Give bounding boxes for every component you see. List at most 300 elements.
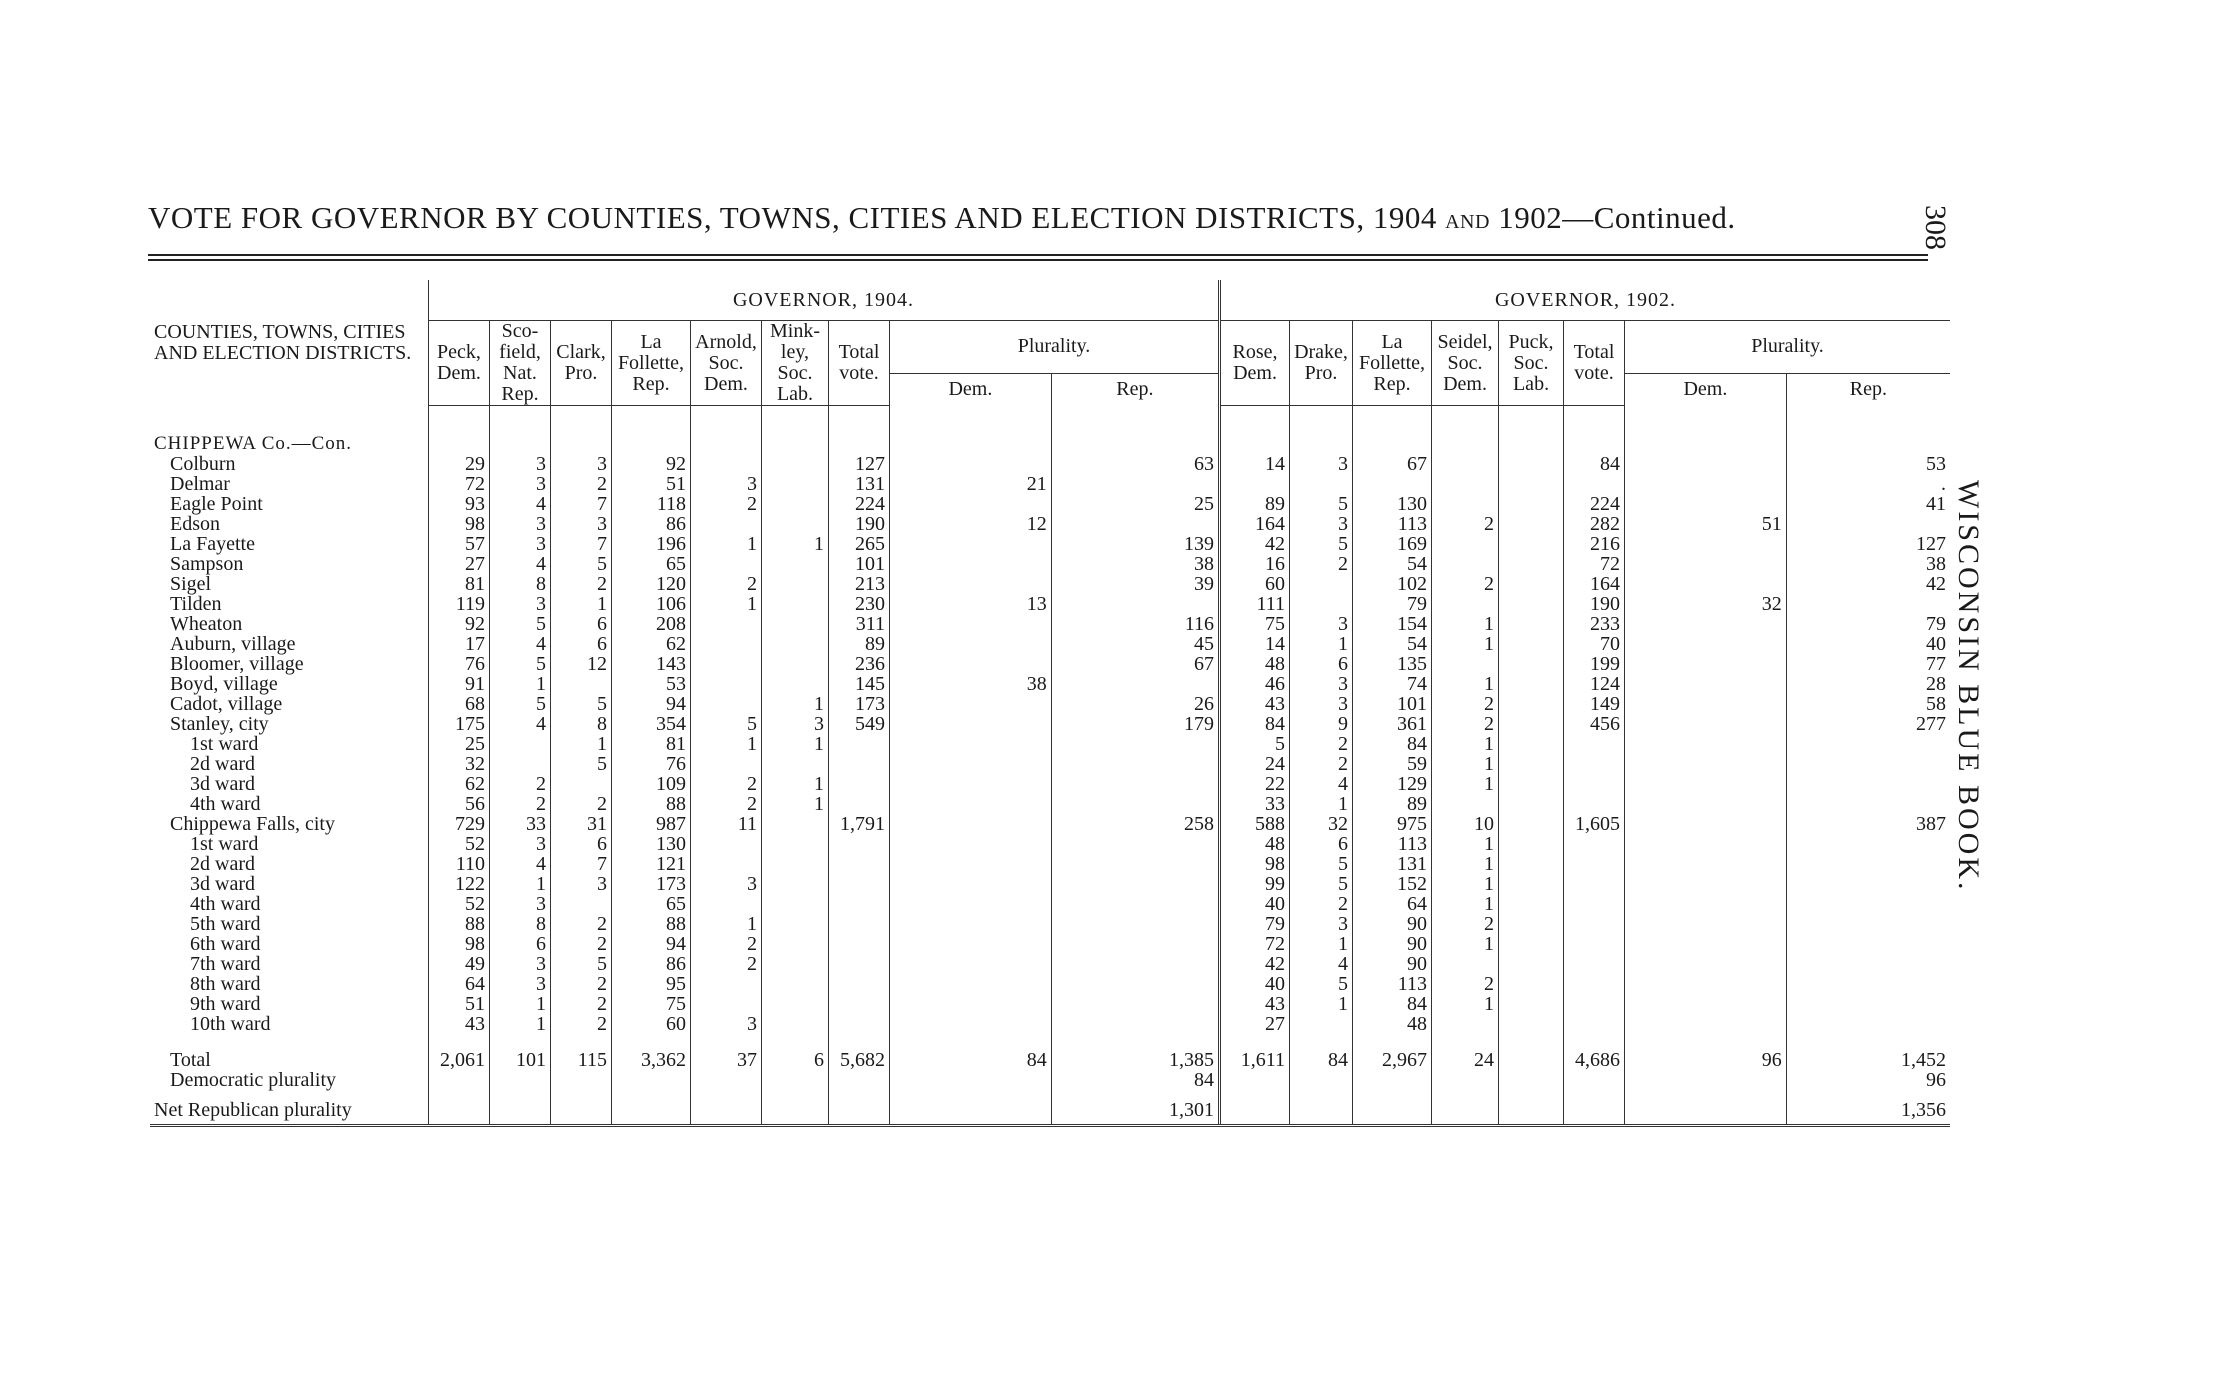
vote-cell: 40 <box>1220 974 1290 994</box>
page-title <box>148 200 1938 236</box>
vote-cell <box>1625 634 1787 654</box>
vote-cell <box>1786 854 1950 874</box>
vote-cell: 42 <box>1786 574 1950 594</box>
vote-cell <box>691 1070 762 1090</box>
vote-cell: 1 <box>1432 834 1499 854</box>
vote-cell <box>1564 914 1625 934</box>
vote-cell <box>1786 834 1950 854</box>
vote-cell: 1 <box>551 734 612 754</box>
col-scofield: Sco-field, Nat. Rep. <box>490 321 551 406</box>
vote-cell: 6 <box>551 834 612 854</box>
vote-cell: 5 <box>1290 494 1353 514</box>
vote-cell <box>890 714 1052 734</box>
vote-cell <box>1564 994 1625 1014</box>
vote-cell: 12 <box>551 654 612 674</box>
vote-cell: 190 <box>829 514 890 534</box>
vote-cell <box>1499 734 1564 754</box>
vote-cell: 2 <box>1290 894 1353 914</box>
vote-cell <box>829 774 890 794</box>
col-peck: Peck, Dem. <box>429 321 490 406</box>
vote-cell <box>691 514 762 534</box>
vote-cell <box>890 614 1052 634</box>
vote-cell: 96 <box>1625 1034 1787 1070</box>
vote-cell <box>1786 954 1950 974</box>
vote-cell: 3 <box>490 454 551 474</box>
vote-cell: 42 <box>1220 534 1290 554</box>
vote-cell <box>1786 1014 1950 1034</box>
vote-cell <box>1564 774 1625 794</box>
vote-cell: 130 <box>1353 494 1432 514</box>
vote-cell: 6 <box>762 1034 829 1070</box>
table-row <box>150 754 1950 774</box>
vote-cell: 6 <box>490 934 551 954</box>
vote-cell: 1 <box>691 534 762 554</box>
vote-cell: 1 <box>1432 894 1499 914</box>
vote-cell <box>1625 534 1787 554</box>
vote-cell <box>1625 854 1787 874</box>
vote-cell <box>1051 854 1219 874</box>
district-name: Auburn, village <box>170 632 296 655</box>
vote-cell: 5,682 <box>829 1034 890 1070</box>
vote-cell: 38 <box>890 674 1052 694</box>
vote-cell <box>1353 1070 1432 1090</box>
vote-cell <box>890 494 1052 514</box>
vote-cell <box>1051 874 1219 894</box>
district-name: Delmar <box>170 472 230 495</box>
vote-cell <box>1564 974 1625 994</box>
vote-cell <box>1499 834 1564 854</box>
vote-cell: 2 <box>1432 694 1499 714</box>
vote-cell <box>829 974 890 994</box>
vote-cell <box>1051 474 1219 494</box>
col-lafollette-1902: La Follette, Rep. <box>1353 321 1432 406</box>
table-row <box>150 794 1950 814</box>
vote-cell <box>1499 594 1564 614</box>
col-dem-1902: Dem. <box>1625 373 1787 406</box>
vote-cell <box>691 694 762 714</box>
vote-cell: 57 <box>429 534 490 554</box>
vote-cell <box>1051 514 1219 534</box>
vote-cell: 51 <box>429 994 490 1014</box>
table-row <box>150 594 1950 614</box>
vote-cell: 3 <box>551 454 612 474</box>
vote-cell: 3 <box>691 474 762 494</box>
vote-cell: 130 <box>612 834 691 854</box>
vote-cell <box>551 1070 612 1090</box>
vote-cell: 121 <box>612 854 691 874</box>
vote-cell: 975 <box>1353 814 1432 834</box>
vote-cell: 143 <box>612 654 691 674</box>
table-row <box>150 674 1950 694</box>
vote-cell: 63 <box>1051 454 1219 474</box>
vote-cell: 5 <box>1220 734 1290 754</box>
vote-cell: 109 <box>612 774 691 794</box>
vote-cell <box>429 1070 490 1090</box>
district-name: Sigel <box>170 572 212 595</box>
table-row <box>150 1014 1950 1034</box>
col-lafollette-1904: La Follette, Rep. <box>612 321 691 406</box>
vote-cell: 5 <box>490 654 551 674</box>
vote-cell <box>1499 534 1564 554</box>
vote-cell: 236 <box>829 654 890 674</box>
vote-cell <box>1786 514 1950 534</box>
vote-cell: 17 <box>429 634 490 654</box>
vote-cell: 179 <box>1051 714 1219 734</box>
vote-cell <box>1290 594 1353 614</box>
vote-cell <box>762 994 829 1014</box>
vote-cell <box>429 1090 490 1126</box>
vote-cell: 94 <box>612 934 691 954</box>
vote-cell: 88 <box>612 794 691 814</box>
vote-cell: 3 <box>551 514 612 534</box>
vote-cell: 1,385 <box>1051 1034 1219 1070</box>
vote-cell <box>1786 874 1950 894</box>
vote-cell <box>1625 914 1787 934</box>
vote-cell: 101 <box>1353 694 1432 714</box>
vote-cell <box>691 554 762 574</box>
vote-cell: 67 <box>1051 654 1219 674</box>
vote-cell <box>612 1090 691 1126</box>
vote-cell <box>890 734 1052 754</box>
vote-cell <box>1564 894 1625 914</box>
vote-cell: 25 <box>1051 494 1219 514</box>
vote-cell <box>1499 674 1564 694</box>
vote-cell: 1 <box>1432 614 1499 634</box>
vote-cell <box>1051 594 1219 614</box>
vote-cell: 65 <box>612 554 691 574</box>
vote-cell <box>829 834 890 854</box>
vote-cell <box>1625 874 1787 894</box>
vote-cell <box>1051 994 1219 1014</box>
vote-cell: 3 <box>490 514 551 534</box>
vote-cell: 1 <box>1290 634 1353 654</box>
vote-cell: 62 <box>429 774 490 794</box>
vote-cell <box>762 914 829 934</box>
table-row <box>150 614 1950 634</box>
vote-cell <box>1290 1090 1353 1126</box>
vote-cell <box>1564 734 1625 754</box>
vote-cell <box>762 594 829 614</box>
district-name: Chippewa Falls, city <box>170 812 335 835</box>
vote-cell <box>1564 1014 1625 1034</box>
vote-cell: 3 <box>1290 694 1353 714</box>
vote-cell <box>829 1014 890 1034</box>
vote-cell: 110 <box>429 854 490 874</box>
vote-cell: 72 <box>1220 934 1290 954</box>
table-row <box>150 814 1950 834</box>
vote-cell: 131 <box>829 474 890 494</box>
vote-cell <box>829 754 890 774</box>
vote-cell <box>1625 494 1787 514</box>
vote-cell <box>1499 854 1564 874</box>
table-row <box>150 954 1950 974</box>
vote-cell <box>1625 474 1787 494</box>
table-row <box>150 934 1950 954</box>
table-row <box>150 974 1950 994</box>
vote-cell <box>1051 974 1219 994</box>
vote-cell <box>762 934 829 954</box>
vote-cell: 3 <box>490 834 551 854</box>
col-rose: Rose, Dem. <box>1220 321 1290 406</box>
table-row <box>150 474 1950 494</box>
vote-cell: 5 <box>1290 854 1353 874</box>
vote-cell <box>1432 554 1499 574</box>
vote-cell <box>1220 1070 1290 1090</box>
vote-cell <box>762 554 829 574</box>
vote-cell <box>1564 474 1625 494</box>
vote-cell <box>1499 654 1564 674</box>
vote-cell <box>1564 1070 1625 1090</box>
vote-cell: 3 <box>691 1014 762 1034</box>
vote-table <box>150 280 1950 1127</box>
vote-cell: 28 <box>1786 674 1950 694</box>
vote-cell: 27 <box>1220 1014 1290 1034</box>
vote-cell <box>1625 794 1787 814</box>
vote-cell <box>762 654 829 674</box>
vote-cell <box>1499 614 1564 634</box>
running-head: WISCONSIN BLUE BOOK. <box>1952 480 1985 893</box>
district-name: 1st ward <box>190 832 259 855</box>
vote-cell <box>1499 1090 1564 1126</box>
vote-cell: 7 <box>551 534 612 554</box>
vote-cell: 79 <box>1220 914 1290 934</box>
vote-cell: 3 <box>691 874 762 894</box>
col-rep-1904: Rep. <box>1051 373 1219 406</box>
vote-cell: 173 <box>612 874 691 894</box>
vote-cell: 72 <box>429 474 490 494</box>
vote-cell <box>1625 1090 1787 1126</box>
vote-cell: 2 <box>1432 714 1499 734</box>
vote-cell: 1 <box>490 994 551 1014</box>
vote-cell <box>890 574 1052 594</box>
vote-cell: 7 <box>551 494 612 514</box>
vote-cell <box>1625 814 1787 834</box>
vote-cell: 129 <box>1353 774 1432 794</box>
vote-cell: 94 <box>612 694 691 714</box>
vote-cell: 1 <box>1432 734 1499 754</box>
vote-cell <box>1625 734 1787 754</box>
col-plurality-1902: Plurality. <box>1625 321 1950 374</box>
vote-cell: 588 <box>1220 814 1290 834</box>
vote-cell: 282 <box>1564 514 1625 534</box>
district-name: Sampson <box>170 552 244 575</box>
table-row <box>150 514 1950 534</box>
vote-cell: 106 <box>612 594 691 614</box>
vote-cell: 3 <box>490 894 551 914</box>
vote-cell <box>1499 994 1564 1014</box>
vote-cell: 1 <box>1432 874 1499 894</box>
vote-cell: 5 <box>1290 534 1353 554</box>
vote-cell <box>1564 874 1625 894</box>
vote-cell: 3 <box>490 534 551 554</box>
vote-cell <box>691 1090 762 1126</box>
vote-cell <box>1051 834 1219 854</box>
vote-cell: 1 <box>551 594 612 614</box>
vote-cell: 5 <box>1290 874 1353 894</box>
vote-cell: 101 <box>829 554 890 574</box>
vote-cell: 199 <box>1564 654 1625 674</box>
vote-cell: 51 <box>1625 514 1787 534</box>
vote-cell: 111 <box>1220 594 1290 614</box>
vote-cell: 5 <box>551 694 612 714</box>
table-row <box>150 874 1950 894</box>
district-header: COUNTIES, TOWNS, CITIES AND ELECTION DISTRICTS. <box>154 320 412 364</box>
vote-cell: 2 <box>490 774 551 794</box>
vote-cell <box>1051 734 1219 754</box>
vote-cell: 90 <box>1353 954 1432 974</box>
table-row <box>150 1034 1950 1070</box>
vote-cell: 216 <box>1564 534 1625 554</box>
vote-cell: 29 <box>429 454 490 474</box>
vote-cell <box>1432 654 1499 674</box>
vote-cell: 154 <box>1353 614 1432 634</box>
vote-cell: 90 <box>1353 914 1432 934</box>
vote-cell: 48 <box>1220 654 1290 674</box>
vote-cell: 89 <box>1353 794 1432 814</box>
vote-cell <box>762 514 829 534</box>
vote-cell: 2 <box>551 1014 612 1034</box>
district-name: 2d ward <box>190 752 255 775</box>
vote-cell: 1,791 <box>829 814 890 834</box>
vote-cell: 91 <box>429 674 490 694</box>
vote-cell <box>1564 954 1625 974</box>
vote-cell <box>1499 1034 1564 1070</box>
vote-cell: 1 <box>762 534 829 554</box>
vote-cell: 258 <box>1051 814 1219 834</box>
district-name: Total <box>170 1048 211 1071</box>
vote-cell: 84 <box>1051 1070 1219 1090</box>
vote-cell <box>1786 914 1950 934</box>
vote-cell <box>890 934 1052 954</box>
vote-cell: 2,061 <box>429 1034 490 1070</box>
vote-cell <box>890 754 1052 774</box>
vote-cell <box>691 854 762 874</box>
vote-cell: 37 <box>691 1034 762 1070</box>
district-name: Stanley, city <box>170 712 269 735</box>
col-clark: Clark, Pro. <box>551 321 612 406</box>
vote-cell: 32 <box>1625 594 1787 614</box>
vote-cell: 1 <box>1432 674 1499 694</box>
group-1902: GOVERNOR, 1902. <box>1220 280 1950 321</box>
vote-cell: 3 <box>490 954 551 974</box>
vote-cell <box>762 1090 829 1126</box>
vote-cell: 2 <box>551 794 612 814</box>
vote-cell <box>1499 714 1564 734</box>
vote-cell: 6 <box>551 634 612 654</box>
vote-cell <box>829 954 890 974</box>
vote-cell <box>1499 894 1564 914</box>
vote-cell: 5 <box>490 614 551 634</box>
vote-cell <box>829 854 890 874</box>
vote-cell <box>762 474 829 494</box>
vote-cell <box>1051 1014 1219 1034</box>
vote-cell <box>1786 754 1950 774</box>
vote-cell: 26 <box>1051 694 1219 714</box>
title-rule <box>148 254 1928 256</box>
vote-cell: 152 <box>1353 874 1432 894</box>
vote-cell <box>890 454 1052 474</box>
vote-cell: 2 <box>1432 974 1499 994</box>
vote-cell: 2 <box>551 974 612 994</box>
vote-cell: 2 <box>551 934 612 954</box>
page-number: 308 <box>1919 205 1952 250</box>
col-minkley: Mink-ley, Soc. Lab. <box>762 321 829 406</box>
vote-cell: 76 <box>612 754 691 774</box>
table-row <box>150 994 1950 1014</box>
vote-cell: 2 <box>1290 734 1353 754</box>
vote-cell: 65 <box>612 894 691 914</box>
vote-cell: 10 <box>1432 814 1499 834</box>
vote-cell: 88 <box>612 914 691 934</box>
vote-cell <box>829 914 890 934</box>
vote-cell <box>890 914 1052 934</box>
vote-cell: 8 <box>490 914 551 934</box>
district-name: Cadot, village <box>170 692 283 715</box>
vote-cell: 40 <box>1220 894 1290 914</box>
vote-cell: 127 <box>829 454 890 474</box>
vote-cell <box>551 1090 612 1126</box>
vote-cell <box>829 994 890 1014</box>
district-name: 9th ward <box>190 992 261 1015</box>
vote-cell: 354 <box>612 714 691 734</box>
vote-cell: 2 <box>691 954 762 974</box>
vote-cell <box>1499 1070 1564 1090</box>
vote-cell: 1 <box>1290 794 1353 814</box>
vote-cell: 84 <box>1353 994 1432 1014</box>
vote-cell <box>1499 694 1564 714</box>
vote-cell <box>762 674 829 694</box>
vote-cell <box>1051 794 1219 814</box>
vote-cell <box>829 894 890 914</box>
col-puck: Puck, Soc. Lab. <box>1499 321 1564 406</box>
vote-cell: 84 <box>890 1034 1052 1070</box>
col-rep-1902: Rep. <box>1786 373 1950 406</box>
vote-cell: 3,362 <box>612 1034 691 1070</box>
vote-cell: 76 <box>429 654 490 674</box>
vote-cell: 79 <box>1353 594 1432 614</box>
district-name: 5th ward <box>190 912 261 935</box>
vote-cell <box>1051 934 1219 954</box>
vote-cell <box>490 1090 551 1126</box>
vote-cell: 1 <box>1432 754 1499 774</box>
table-body <box>150 406 1950 1126</box>
table-row <box>150 714 1950 734</box>
vote-cell <box>1564 754 1625 774</box>
county-label: CHIPPEWA Co.—Con. <box>154 432 353 454</box>
vote-cell <box>890 994 1052 1014</box>
vote-cell: 45 <box>1051 634 1219 654</box>
vote-cell: 46 <box>1220 674 1290 694</box>
vote-cell: 118 <box>612 494 691 514</box>
vote-cell: 33 <box>490 814 551 834</box>
vote-cell: 86 <box>612 954 691 974</box>
vote-cell: 64 <box>1353 894 1432 914</box>
district-name: 10th ward <box>190 1012 271 1035</box>
vote-cell <box>1499 474 1564 494</box>
vote-cell <box>1499 514 1564 534</box>
vote-cell <box>1051 894 1219 914</box>
vote-cell: 38 <box>1051 554 1219 574</box>
vote-cell <box>890 1090 1052 1126</box>
vote-cell <box>1625 614 1787 634</box>
vote-cell: 5 <box>490 694 551 714</box>
vote-cell: 4 <box>490 854 551 874</box>
vote-cell <box>1432 474 1499 494</box>
vote-cell <box>1625 1070 1787 1090</box>
vote-cell: 86 <box>612 514 691 534</box>
vote-cell: 2 <box>551 574 612 594</box>
vote-cell: 127 <box>1786 534 1950 554</box>
